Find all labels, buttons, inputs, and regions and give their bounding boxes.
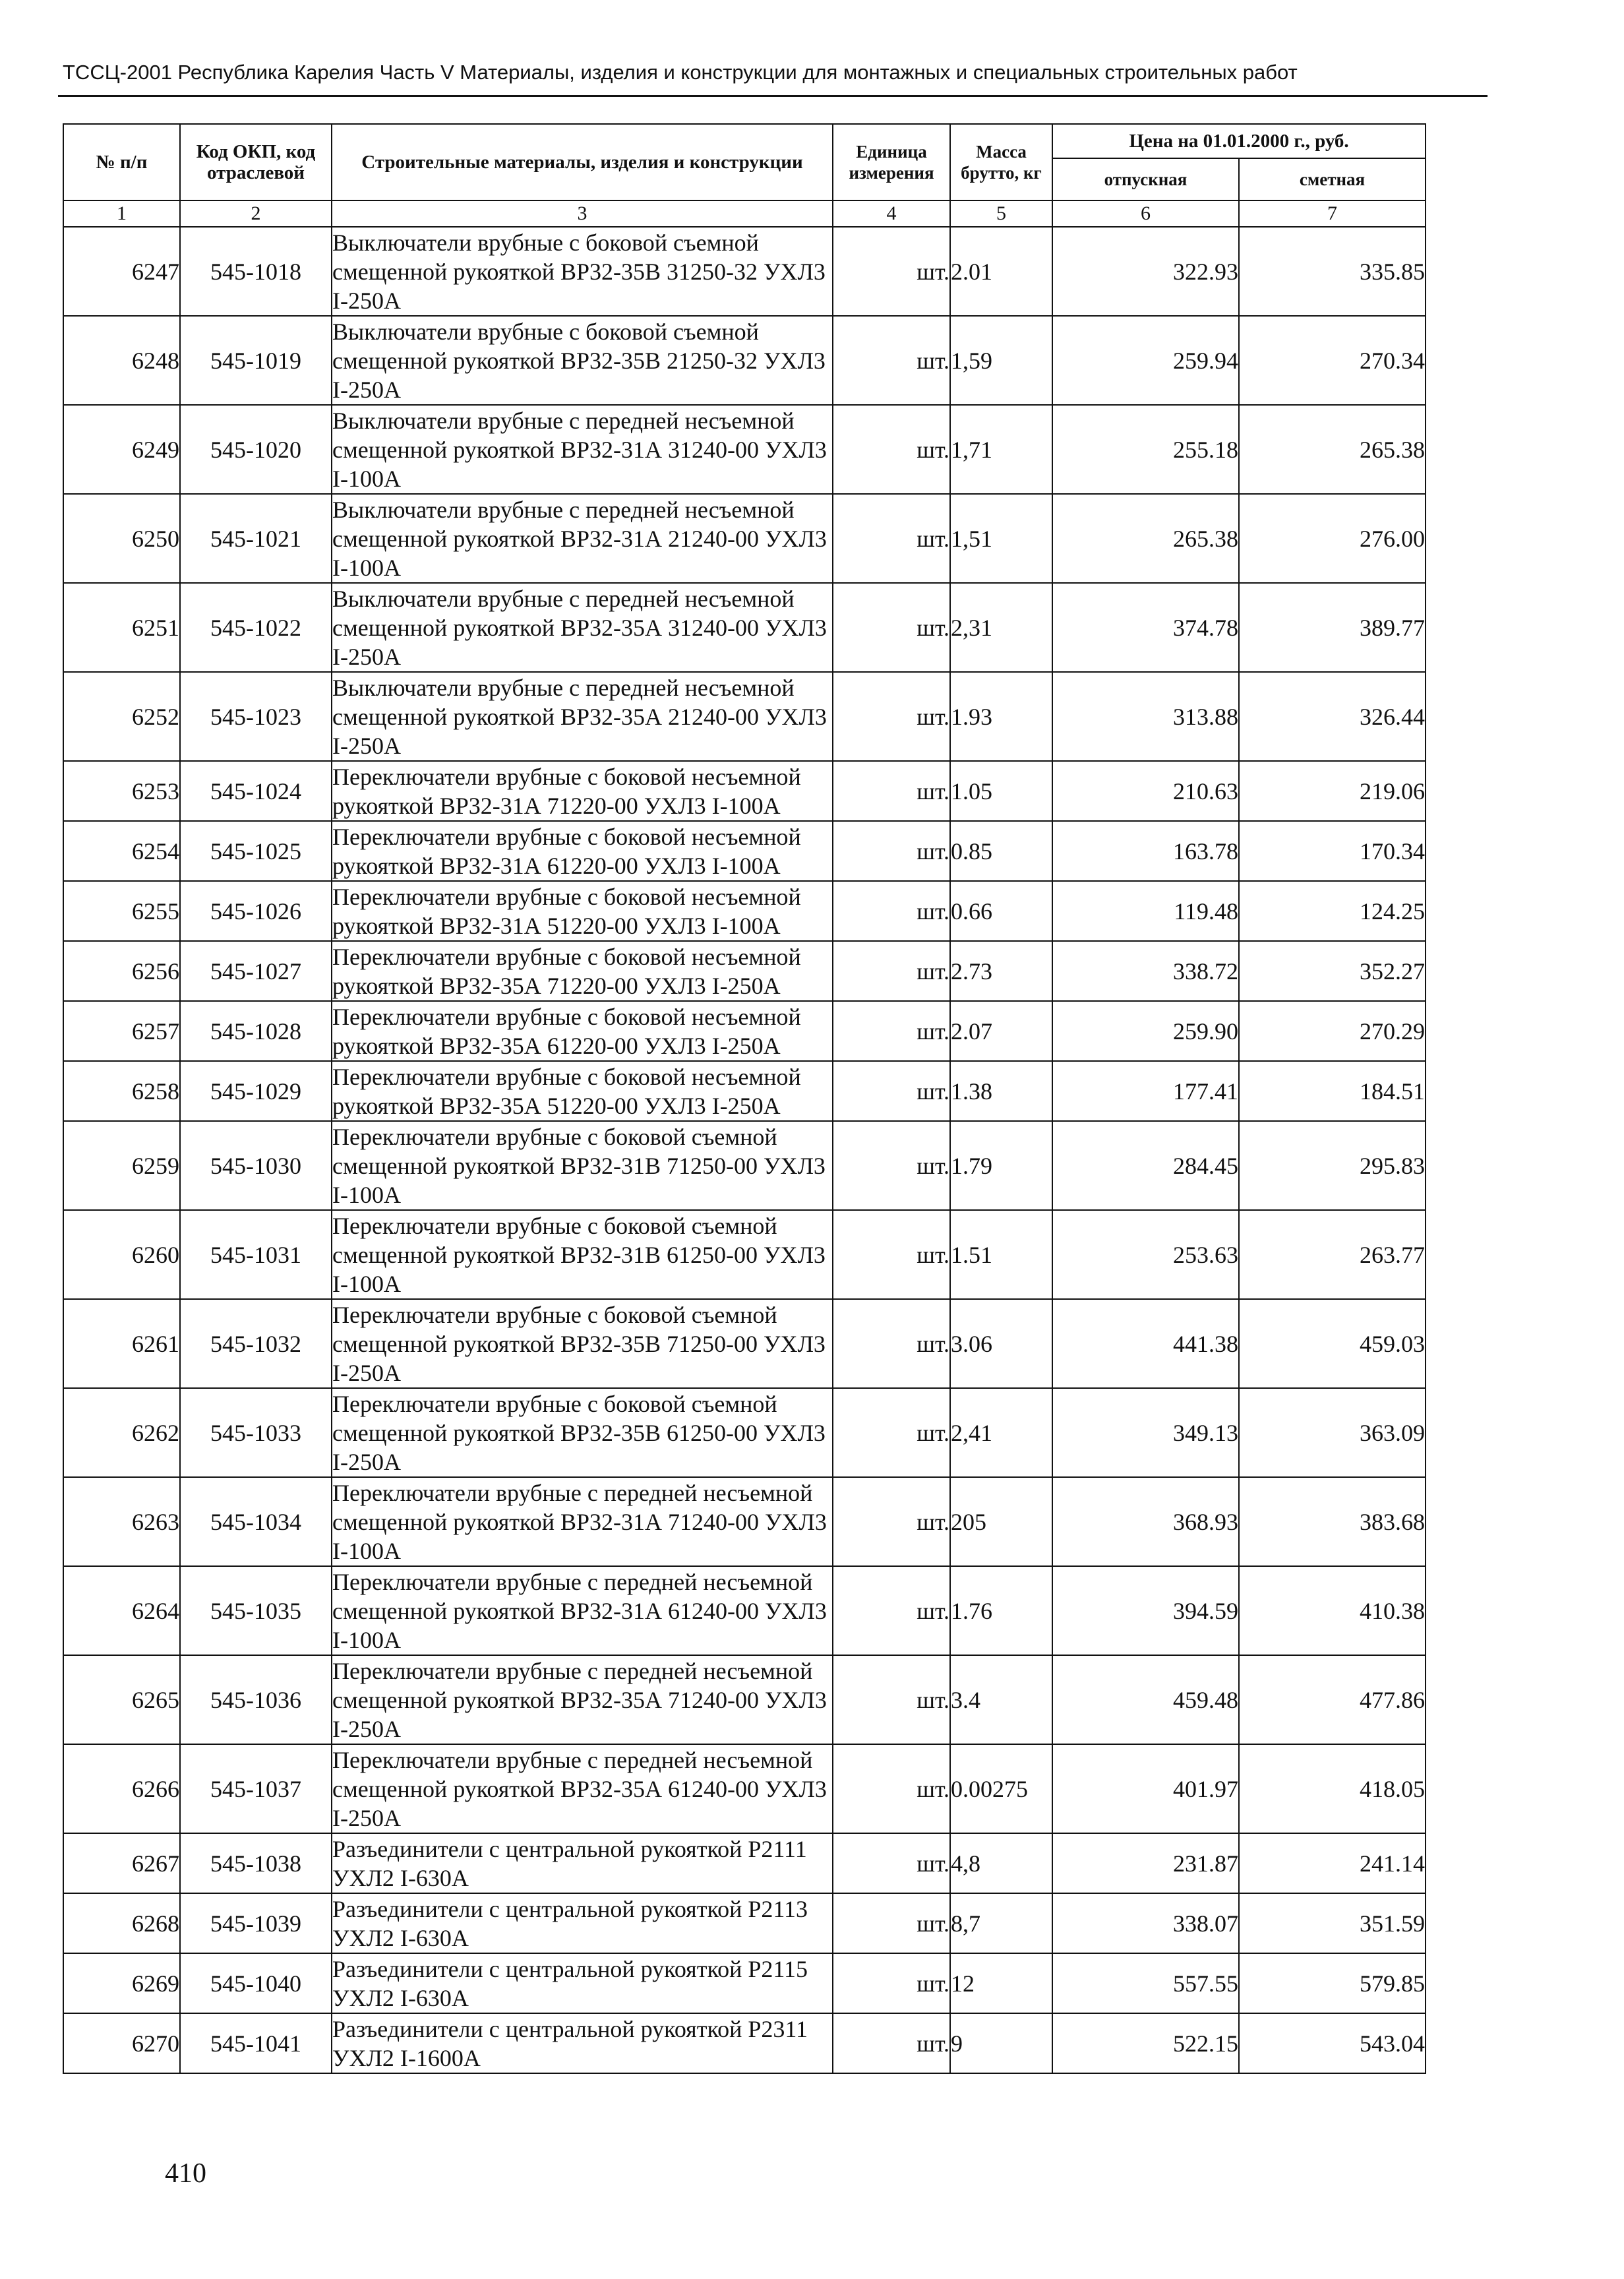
estimate-price-cell: 389.77 (1239, 583, 1426, 672)
table-row (63, 316, 1426, 405)
release-price-cell: 322.93 (1052, 227, 1239, 316)
row-number-cell: 6267 (63, 1833, 180, 1893)
estimate-price-cell: 383.68 (1239, 1477, 1426, 1566)
unit-of-measure-cell: шт. (833, 583, 950, 672)
header-unit: Единица измерения (833, 124, 950, 200)
table-row (63, 1121, 1426, 1210)
header-mass: Масса брутто, кг (950, 124, 1052, 200)
material-name-cell: Выключатели врубные с передней несъемной смещенной рукояткой ВР32-31А 31240-00 УХЛ3 I-100А (332, 405, 833, 494)
material-name-cell: Переключатели врубные с боковой несъемной рукояткой ВР32-35А 51220-00 УХЛ3 I-250А (332, 1061, 833, 1121)
gross-mass-cell: 1,59 (950, 316, 1052, 405)
gross-mass-cell: 1,51 (950, 494, 1052, 583)
okp-code-cell: 545-1026 (180, 881, 332, 941)
table-row (63, 405, 1426, 494)
table-row (63, 941, 1426, 1001)
unit-of-measure-cell: шт. (833, 1893, 950, 1953)
estimate-price-cell: 477.86 (1239, 1655, 1426, 1744)
okp-code-cell: 545-1024 (180, 761, 332, 821)
material-name-cell: Выключатели врубные с боковой съемной смещенной рукояткой ВР32-35В 21250-32 УХЛ3 I-250А (332, 316, 833, 405)
gross-mass-cell: 0.85 (950, 821, 1052, 881)
okp-code-cell: 545-1041 (180, 2013, 332, 2073)
estimate-price-cell: 352.27 (1239, 941, 1426, 1001)
material-name-cell: Переключатели врубные с боковой несъемной рукояткой ВР32-31А 71220-00 УХЛ3 I-100А (332, 761, 833, 821)
row-number-cell: 6250 (63, 494, 180, 583)
page-header: ТССЦ-2001 Республика Карелия Часть V Материалы, изделия и конструкции для монтажных и специальных строительных работ (63, 61, 1298, 84)
release-price-cell: 253.63 (1052, 1210, 1239, 1299)
unit-of-measure-cell: шт. (833, 672, 950, 761)
unit-of-measure-cell: шт. (833, 1566, 950, 1655)
unit-of-measure-cell: шт. (833, 1655, 950, 1744)
table-row (63, 1210, 1426, 1299)
estimate-price-cell: 335.85 (1239, 227, 1426, 316)
estimate-price-cell: 363.09 (1239, 1388, 1426, 1477)
material-name-cell: Переключатели врубные с передней несъемной смещенной рукояткой ВР32-35А 71240-00 УХЛ3 I-250А (332, 1655, 833, 1744)
gross-mass-cell: 1.38 (950, 1061, 1052, 1121)
header-price-group: Цена на 01.01.2000 г., руб. (1052, 124, 1426, 158)
table-row (63, 494, 1426, 583)
estimate-price-cell: 459.03 (1239, 1299, 1426, 1388)
material-name-cell: Выключатели врубные с передней несъемной смещенной рукояткой ВР32-35А 31240-00 УХЛ3 I-250А (332, 583, 833, 672)
release-price-cell: 265.38 (1052, 494, 1239, 583)
gross-mass-cell: 3.4 (950, 1655, 1052, 1744)
row-number-cell: 6264 (63, 1566, 180, 1655)
row-number-cell: 6269 (63, 1953, 180, 2013)
table-row (63, 1477, 1426, 1566)
table-row (63, 672, 1426, 761)
row-number-cell: 6258 (63, 1061, 180, 1121)
okp-code-cell: 545-1036 (180, 1655, 332, 1744)
release-price-cell: 210.63 (1052, 761, 1239, 821)
okp-code-cell: 545-1039 (180, 1893, 332, 1953)
unit-of-measure-cell: шт. (833, 227, 950, 316)
release-price-cell: 231.87 (1052, 1833, 1239, 1893)
release-price-cell: 557.55 (1052, 1953, 1239, 2013)
unit-of-measure-cell: шт. (833, 1061, 950, 1121)
material-name-cell: Переключатели врубные с боковой несъемной рукояткой ВР32-31А 51220-00 УХЛ3 I-100А (332, 881, 833, 941)
estimate-price-cell: 219.06 (1239, 761, 1426, 821)
unit-of-measure-cell: шт. (833, 1299, 950, 1388)
material-name-cell: Выключатели врубные с боковой съемной смещенной рукояткой ВР32-35В 31250-32 УХЛ3 I-250А (332, 227, 833, 316)
row-number-cell: 6261 (63, 1299, 180, 1388)
table-row (63, 1566, 1426, 1655)
okp-code-cell: 545-1025 (180, 821, 332, 881)
table-body (63, 227, 1426, 2073)
table-row (63, 1061, 1426, 1121)
row-number-cell: 6260 (63, 1210, 180, 1299)
material-name-cell: Переключатели врубные с боковой съемной смещенной рукояткой ВР32-35В 71250-00 УХЛ3 I-250А (332, 1299, 833, 1388)
gross-mass-cell: 4,8 (950, 1833, 1052, 1893)
okp-code-cell: 545-1038 (180, 1833, 332, 1893)
table-row (63, 1953, 1426, 2013)
header-name: Строительные материалы, изделия и конструкции (332, 124, 833, 200)
estimate-price-cell: 295.83 (1239, 1121, 1426, 1210)
column-number: 2 (180, 200, 332, 227)
release-price-cell: 177.41 (1052, 1061, 1239, 1121)
material-name-cell: Переключатели врубные с передней несъемной смещенной рукояткой ВР32-35А 61240-00 УХЛ3 I-250А (332, 1744, 833, 1833)
estimate-price-cell: 276.00 (1239, 494, 1426, 583)
okp-code-cell: 545-1019 (180, 316, 332, 405)
okp-code-cell: 545-1030 (180, 1121, 332, 1210)
table-row (63, 761, 1426, 821)
gross-mass-cell: 1,71 (950, 405, 1052, 494)
okp-code-cell: 545-1037 (180, 1744, 332, 1833)
estimate-price-cell: 124.25 (1239, 881, 1426, 941)
unit-of-measure-cell: шт. (833, 316, 950, 405)
okp-code-cell: 545-1034 (180, 1477, 332, 1566)
row-number-cell: 6252 (63, 672, 180, 761)
okp-code-cell: 545-1027 (180, 941, 332, 1001)
row-number-cell: 6254 (63, 821, 180, 881)
column-number-row (63, 200, 1426, 227)
table-row (63, 1655, 1426, 1744)
release-price-cell: 119.48 (1052, 881, 1239, 941)
row-number-cell: 6247 (63, 227, 180, 316)
material-name-cell: Переключатели врубные с боковой съемной смещенной рукояткой ВР32-31В 61250-00 УХЛ3 I-100А (332, 1210, 833, 1299)
row-number-cell: 6256 (63, 941, 180, 1001)
release-price-cell: 368.93 (1052, 1477, 1239, 1566)
estimate-price-cell: 184.51 (1239, 1061, 1426, 1121)
material-name-cell: Выключатели врубные с передней несъемной смещенной рукояткой ВР32-31А 21240-00 УХЛ3 I-100А (332, 494, 833, 583)
estimate-price-cell: 270.34 (1239, 316, 1426, 405)
material-name-cell: Разъединители с центральной рукояткой Р2115 УХЛ2 I-630А (332, 1953, 833, 2013)
estimate-price-cell: 170.34 (1239, 821, 1426, 881)
material-name-cell: Переключатели врубные с боковой съемной смещенной рукояткой ВР32-35В 61250-00 УХЛ3 I-250А (332, 1388, 833, 1477)
gross-mass-cell: 2.07 (950, 1001, 1052, 1061)
row-number-cell: 6268 (63, 1893, 180, 1953)
okp-code-cell: 545-1031 (180, 1210, 332, 1299)
gross-mass-cell: 0.00275 (950, 1744, 1052, 1833)
unit-of-measure-cell: шт. (833, 1388, 950, 1477)
table-row (63, 227, 1426, 316)
material-name-cell: Разъединители с центральной рукояткой Р2111 УХЛ2 I-630А (332, 1833, 833, 1893)
unit-of-measure-cell: шт. (833, 761, 950, 821)
unit-of-measure-cell: шт. (833, 881, 950, 941)
unit-of-measure-cell: шт. (833, 405, 950, 494)
unit-of-measure-cell: шт. (833, 1744, 950, 1833)
estimate-price-cell: 270.29 (1239, 1001, 1426, 1061)
column-number: 3 (332, 200, 833, 227)
header-price-release: отпускная (1052, 158, 1239, 200)
gross-mass-cell: 3.06 (950, 1299, 1052, 1388)
okp-code-cell: 545-1021 (180, 494, 332, 583)
row-number-cell: 6249 (63, 405, 180, 494)
column-number: 4 (833, 200, 950, 227)
header-price-estimate: сметная (1239, 158, 1426, 200)
estimate-price-cell: 351.59 (1239, 1893, 1426, 1953)
estimate-price-cell: 241.14 (1239, 1833, 1426, 1893)
table-row (63, 583, 1426, 672)
okp-code-cell: 545-1028 (180, 1001, 332, 1061)
row-number-cell: 6257 (63, 1001, 180, 1061)
gross-mass-cell: 9 (950, 2013, 1052, 2073)
okp-code-cell: 545-1022 (180, 583, 332, 672)
unit-of-measure-cell: шт. (833, 1001, 950, 1061)
release-price-cell: 394.59 (1052, 1566, 1239, 1655)
release-price-cell: 441.38 (1052, 1299, 1239, 1388)
estimate-price-cell: 263.77 (1239, 1210, 1426, 1299)
row-number-cell: 6262 (63, 1388, 180, 1477)
row-number-cell: 6265 (63, 1655, 180, 1744)
release-price-cell: 313.88 (1052, 672, 1239, 761)
table-row (63, 1833, 1426, 1893)
estimate-price-cell: 543.04 (1239, 2013, 1426, 2073)
estimate-price-cell: 579.85 (1239, 1953, 1426, 2013)
header-num: № п/п (63, 124, 180, 200)
gross-mass-cell: 12 (950, 1953, 1052, 2013)
gross-mass-cell: 2.01 (950, 227, 1052, 316)
release-price-cell: 284.45 (1052, 1121, 1239, 1210)
row-number-cell: 6263 (63, 1477, 180, 1566)
gross-mass-cell: 8,7 (950, 1893, 1052, 1953)
gross-mass-cell: 2,31 (950, 583, 1052, 672)
unit-of-measure-cell: шт. (833, 1477, 950, 1566)
page-number: 410 (165, 2158, 206, 2189)
row-number-cell: 6270 (63, 2013, 180, 2073)
release-price-cell: 259.94 (1052, 316, 1239, 405)
unit-of-measure-cell: шт. (833, 494, 950, 583)
unit-of-measure-cell: шт. (833, 1121, 950, 1210)
release-price-cell: 374.78 (1052, 583, 1239, 672)
material-name-cell: Переключатели врубные с передней несъемной смещенной рукояткой ВР32-31А 61240-00 УХЛ3 I-100А (332, 1566, 833, 1655)
row-number-cell: 6255 (63, 881, 180, 941)
okp-code-cell: 545-1023 (180, 672, 332, 761)
material-name-cell: Переключатели врубные с боковой несъемной рукояткой ВР32-35А 61220-00 УХЛ3 I-250А (332, 1001, 833, 1061)
material-name-cell: Переключатели врубные с боковой съемной смещенной рукояткой ВР32-31В 71250-00 УХЛ3 I-100А (332, 1121, 833, 1210)
table-row (63, 1388, 1426, 1477)
material-name-cell: Выключатели врубные с передней несъемной смещенной рукояткой ВР32-35А 21240-00 УХЛ3 I-250А (332, 672, 833, 761)
unit-of-measure-cell: шт. (833, 1953, 950, 2013)
unit-of-measure-cell: шт. (833, 941, 950, 1001)
column-number: 7 (1239, 200, 1426, 227)
table-row (63, 821, 1426, 881)
release-price-cell: 255.18 (1052, 405, 1239, 494)
row-number-cell: 6251 (63, 583, 180, 672)
row-number-cell: 6266 (63, 1744, 180, 1833)
release-price-cell: 459.48 (1052, 1655, 1239, 1744)
estimate-price-cell: 418.05 (1239, 1744, 1426, 1833)
unit-of-measure-cell: шт. (833, 821, 950, 881)
estimate-price-cell: 326.44 (1239, 672, 1426, 761)
estimate-price-cell: 265.38 (1239, 405, 1426, 494)
okp-code-cell: 545-1029 (180, 1061, 332, 1121)
material-name-cell: Разъединители с центральной рукояткой Р2311 УХЛ2 I-1600А (332, 2013, 833, 2073)
row-number-cell: 6253 (63, 761, 180, 821)
unit-of-measure-cell: шт. (833, 1833, 950, 1893)
table-row (63, 2013, 1426, 2073)
release-price-cell: 259.90 (1052, 1001, 1239, 1061)
header-rule (58, 95, 1488, 97)
okp-code-cell: 545-1020 (180, 405, 332, 494)
release-price-cell: 401.97 (1052, 1744, 1239, 1833)
table-header-row (63, 124, 1426, 158)
table-row (63, 1893, 1426, 1953)
unit-of-measure-cell: шт. (833, 1210, 950, 1299)
material-name-cell: Переключатели врубные с передней несъемной смещенной рукояткой ВР32-31А 71240-00 УХЛ3 I-100А (332, 1477, 833, 1566)
row-number-cell: 6259 (63, 1121, 180, 1210)
gross-mass-cell: 0.66 (950, 881, 1052, 941)
unit-of-measure-cell: шт. (833, 2013, 950, 2073)
release-price-cell: 349.13 (1052, 1388, 1239, 1477)
column-number: 5 (950, 200, 1052, 227)
column-number: 6 (1052, 200, 1239, 227)
release-price-cell: 163.78 (1052, 821, 1239, 881)
material-name-cell: Разъединители с центральной рукояткой Р2113 УХЛ2 I-630А (332, 1893, 833, 1953)
gross-mass-cell: 1.79 (950, 1121, 1052, 1210)
okp-code-cell: 545-1035 (180, 1566, 332, 1655)
gross-mass-cell: 205 (950, 1477, 1052, 1566)
release-price-cell: 522.15 (1052, 2013, 1239, 2073)
table-row (63, 1001, 1426, 1061)
table-row (63, 1299, 1426, 1388)
okp-code-cell: 545-1040 (180, 1953, 332, 2013)
okp-code-cell: 545-1033 (180, 1388, 332, 1477)
okp-code-cell: 545-1032 (180, 1299, 332, 1388)
gross-mass-cell: 1.76 (950, 1566, 1052, 1655)
gross-mass-cell: 1.93 (950, 672, 1052, 761)
material-name-cell: Переключатели врубные с боковой несъемной рукояткой ВР32-31А 61220-00 УХЛ3 I-100А (332, 821, 833, 881)
row-number-cell: 6248 (63, 316, 180, 405)
okp-code-cell: 545-1018 (180, 227, 332, 316)
gross-mass-cell: 1.51 (950, 1210, 1052, 1299)
gross-mass-cell: 1.05 (950, 761, 1052, 821)
table-row (63, 1744, 1426, 1833)
column-number: 1 (63, 200, 180, 227)
material-name-cell: Переключатели врубные с боковой несъемной рукояткой ВР32-35А 71220-00 УХЛ3 I-250А (332, 941, 833, 1001)
header-code: Код ОКП, код отраслевой (180, 124, 332, 200)
release-price-cell: 338.07 (1052, 1893, 1239, 1953)
gross-mass-cell: 2.73 (950, 941, 1052, 1001)
table-row (63, 881, 1426, 941)
price-table (63, 123, 1426, 2074)
estimate-price-cell: 410.38 (1239, 1566, 1426, 1655)
gross-mass-cell: 2,41 (950, 1388, 1052, 1477)
release-price-cell: 338.72 (1052, 941, 1239, 1001)
